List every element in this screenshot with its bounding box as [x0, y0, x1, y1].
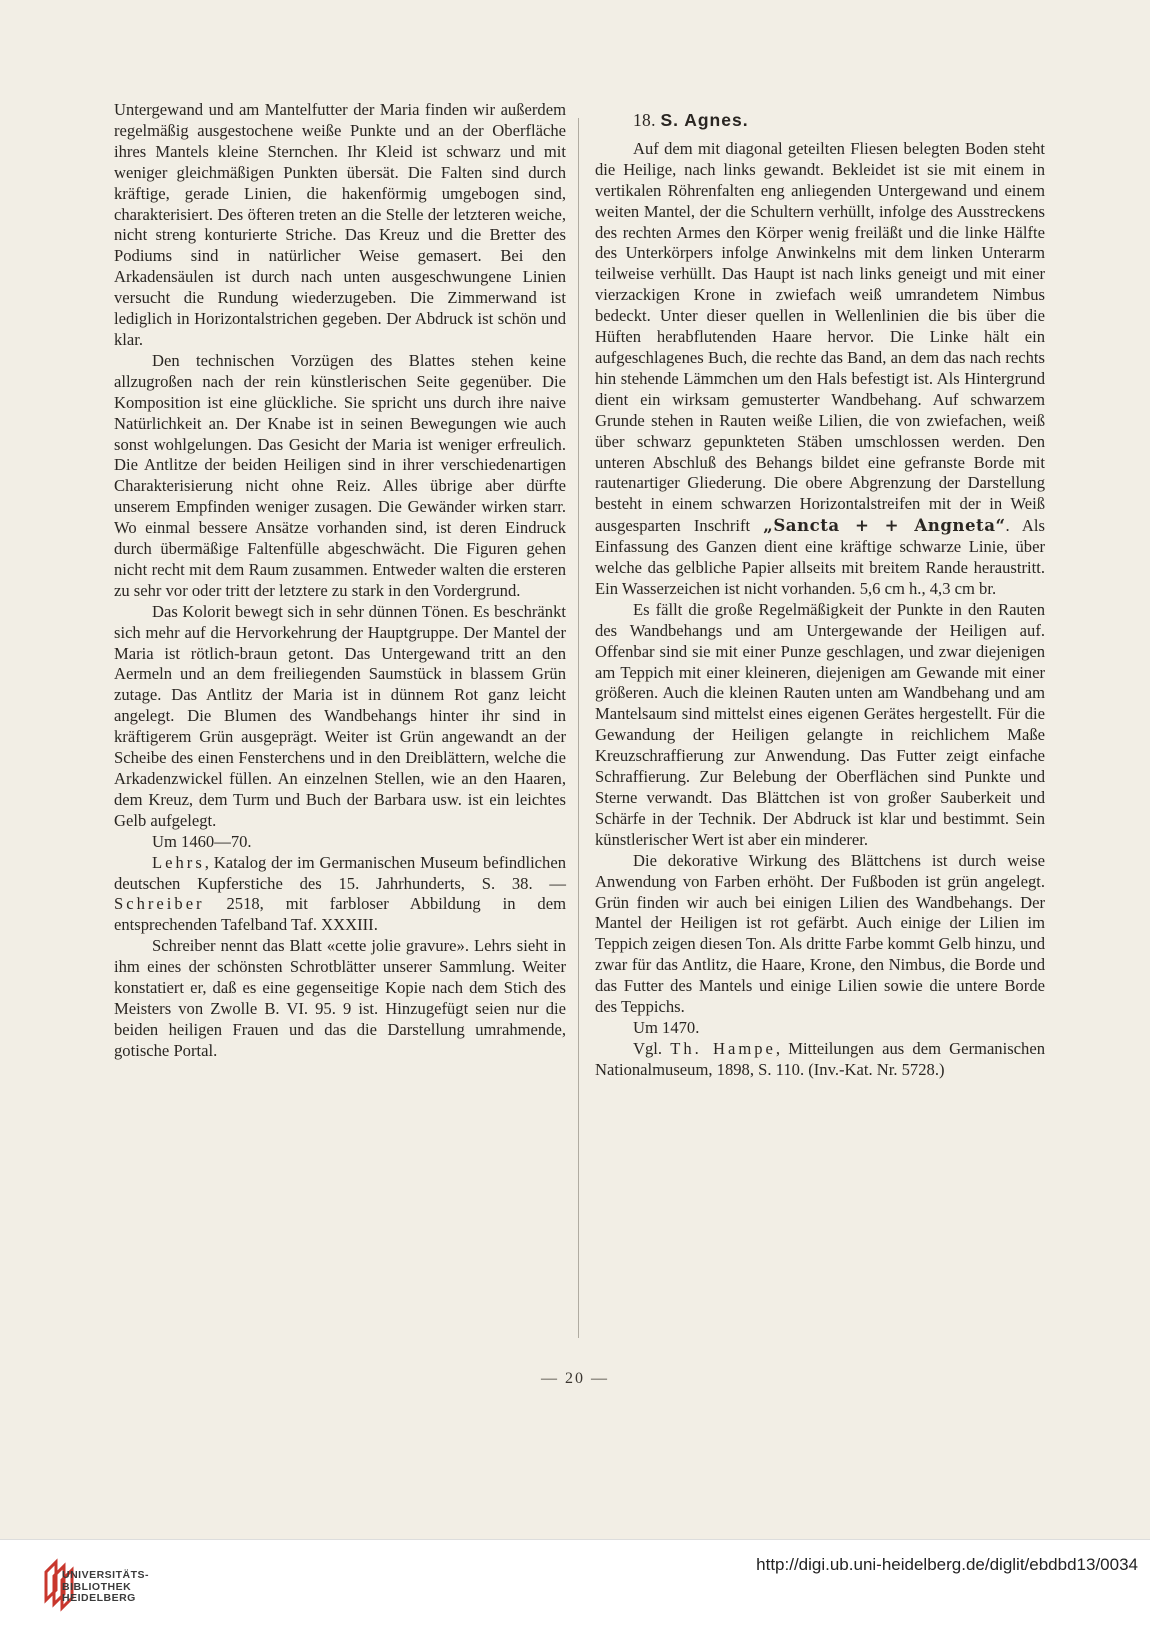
reference-text: Vgl.: [633, 1038, 671, 1058]
library-name-line: UNIVERSITÄTS-: [62, 1569, 150, 1581]
paragraph: Schreiber nennt das Blatt «cette jolie gravure». Lehrs sieht in ihm eines der schönsten Schrotblätter unserer Sammlung. Weiter konstatiert er, daß es eine gegenseitige Kopie nach dem Stich des Meisters von Zwolle B. VI. 95. 9 ist. Hinzugefügt seien nur die beiden heiligen Frauen und das die Darstellung umrahmende, gotische Portal.: [114, 936, 566, 1060]
paragraph: [595, 139, 1045, 600]
reference-text: , Mitteilungen aus dem Germanischen Nationalmuseum, 1898, S. 110. (Inv.-Kat. Nr. 5728.): [595, 1038, 1046, 1079]
library-name-line: BIBLIOTHEK: [62, 1580, 132, 1593]
footer-bar: [0, 1539, 1150, 1631]
reference-text: , Katalog der im Germanischen Museum befindlichen deutschen Kupferstiche des 15. Jahrhunderts, S. 38. —: [114, 852, 566, 893]
date-line: Um 1470.: [633, 1017, 700, 1037]
reference-paragraph: [595, 1039, 1045, 1081]
library-name: [62, 1570, 149, 1605]
left-column: [114, 100, 566, 1062]
reference-paragraph: [114, 853, 566, 937]
paragraph: Die dekorative Wirkung des Blättchens ist durch weise Anwendung von Farben erhöht. Der Fußboden ist grün angelegt. Grün finden wir auch bei einigen Lilien des Wandbehangs. Der Mantel der Heiligen ist rot gefärbt. Auch einige der Lilien im Teppich zeigen diesen Ton. Als dritte Farbe kommt Gelb hinzu, und zwar für das Antlitz, die Haare, Krone, den Nimbus, die Borde und das Futter des Mantels und einige Lilien sowie die untere Borde des Teppichs.: [595, 850, 1045, 1017]
author-lehrs: Lehrs: [152, 852, 205, 872]
paragraph: Es fällt die große Regelmäßigkeit der Punkte in den Rauten des Wandbehangs und am Untergewande der Heiligen auf. Offenbar sind sie mit einer Punze geschlagen, und zwar diejenigen am Teppich mit einer kleineren, diejenigen am Gewande mit einer größeren. Auch die kleinen Rauten unten am Wandbehang und am Mantelsaum sind mittelst eines eigenen Gerätes hergestellt. Für die Gewandung der Heiligen gelangte in reichlichem Maße Kreuzschraffierung zur Anwendung. Das Futter zeigt einfache Schraffierung. Zur Belebung der Oberflächen sind Punkte und Sterne verwandt. Das Blättchen ist von großer Sauberkeit und Schärfe in der Technik. Der Abdruck ist klar und bestimmt. Sein künstlerischer Wert ist aber ein minderer.: [595, 599, 1045, 849]
library-name-line: HEIDELBERG: [62, 1592, 136, 1604]
inscription: „Sancta + + Angneta“: [763, 515, 1006, 536]
page-number: — 20 —: [541, 1370, 609, 1387]
entry-number: 18.: [633, 110, 656, 130]
column-divider: [578, 118, 579, 1338]
paragraph: Den technischen Vorzügen des Blattes stehen keine allzugroßen nach der rein künstlerischen Seite gegenüber. Die Komposition ist eine glückliche. Sie spricht uns durch ihre naive Natürlichkeit an. Der Knabe ist in seinen Bewegungen wie auch sonst wohlgelungen. Das Gesicht der Maria ist weniger erfreulich. Die Antlitze der beiden Heiligen sind in ihrer verschiedenartigen Charakterisierung nicht ohne Reiz. Alles übrige aber dürfte unserem Empfinden weniger zusagen. Die Gewänder wirken starr. Wo einmal bessere Ansätze vorhanden sind, ist deren Eindruck durch übermäßige Faltenfülle abgeschwächt. Die Figuren gehen nicht recht mit dem Raum zusammen. Entweder walten die ersteren zu sehr vor oder tritt der letztere zu stark in den Vordergrund.: [114, 350, 566, 600]
entry-heading: [633, 110, 1045, 131]
paragraph: Untergewand und am Mantelfutter der Maria finden wir außerdem regelmäßig ausgestochene weiße Punkte und an der Oberfläche ihres Mantels kleine Sternchen. Ihr Kleid ist schwarz und mit weniger gleichmäßigen Punkten übersät. Die Falten sind durch kräftige, gerade Linien, die hakenförmig umgebogen sind, charakterisiert. Des öfteren treten an die Stelle der letzteren weiche, nicht streng konturierte Striche. Das Kreuz und die Bretter des Podiums sind in natürlicher Weise gemasert. Bei den Arkadensäulen ist durch nach unten ausgeschwungene Linien versucht die Rundung wiederzugeben. Die Zimmerwand ist lediglich in Horizontalstrichen gegeben. Der Abdruck ist schön und klar.: [114, 100, 566, 349]
paragraph-text: Auf dem mit diagonal geteilten Fliesen belegten Boden steht die Heilige, nach links gewandt. Bekleidet ist sie mit einem in vertikalen Röhrenfalten eng anliegenden Untergewand und einem weiten Mantel, der die Schultern verhüllt, infolge des Ausstreckens des rechten Armes den Körper wenig freiläßt und die linke Hälfte des Unterkörpers infolge Anwinkelns mit dem linken Unterarm teilweise verhüllt. Das Haupt ist nach links geneigt und mit einer vierzackigen Krone in zwiefach weiß umrandetem Nimbus bedeckt. Unter dieser quellen in Wellenlinien die bis über die Hüften herabflutenden Haare hervor. Die Linke hält ein aufgeschlagenes Buch, die rechte das Band, an dem das nach rechts hin stehende Lämmchen um den Hals befestigt ist. Als Hintergrund dient ein wirksam gemusterter Wandbehang. Auf schwarzem Grunde stehen in Rauten weiße Lilien, die von zwiefachen, weiß über schwarz gepunkteten Stäben umschlossen werden. Den unteren Abschluß des Behangs bildet eine gefranste Borde mit rautenartiger Gliederung. Die obere Abgrenzung der Darstellung besteht in einem schwarzen Horizontalstreifen mit der in Weiß ausgesparten Inschrift: [595, 138, 1045, 536]
date-line: Um 1460—70.: [152, 831, 252, 851]
source-url-link[interactable]: http://digi.ub.uni-heidelberg.de/diglit/ebdbd13/0034: [756, 1555, 1138, 1574]
paragraph-text: . Als Einfassung des Ganzen dient eine kräftige schwarze Linie, über welche das gelbliche Papier allseits mit breitem Rande heraustritt. Ein Wasserzeichen ist nicht vorhanden. 5,6 cm h., 4,3 cm br.: [595, 516, 1045, 598]
paragraph: Das Kolorit bewegt sich in sehr dünnen Tönen. Es beschränkt sich mehr auf die Hervorkehrung der Hauptgruppe. Der Mantel der Maria ist rötlich-braun getont. Das Untergewand tritt an den Aermeln und an dem freiliegenden Saumstück in blassem Grün zutage. Das Antlitz der Maria ist in dünnem Rot ganz leicht angelegt. Die Blumen des Wandbehangs hinter ihr sind in kräftigerem Grün ausgeprägt. Weiter ist Grün angewandt an der Scheibe des einen Fensterchens und in den Dreiblättern, welche die Arkadenzwickel füllen. An einzelnen Stellen, wie an den Haaren, dem Kreuz, dem Turm und Buch der Barbara usw. ist ein leichtes Gelb aufgelegt.: [114, 601, 566, 830]
entry-title: S. Agnes.: [660, 110, 749, 130]
right-column: [595, 100, 1045, 1081]
reference-text: 2518, mit farbloser Abbildung in dem entsprechenden Tafelband Taf. XXXIII.: [114, 894, 566, 935]
author-schreiber: Schreiber: [114, 894, 205, 914]
author-hampe: Th. Hampe: [670, 1038, 776, 1058]
